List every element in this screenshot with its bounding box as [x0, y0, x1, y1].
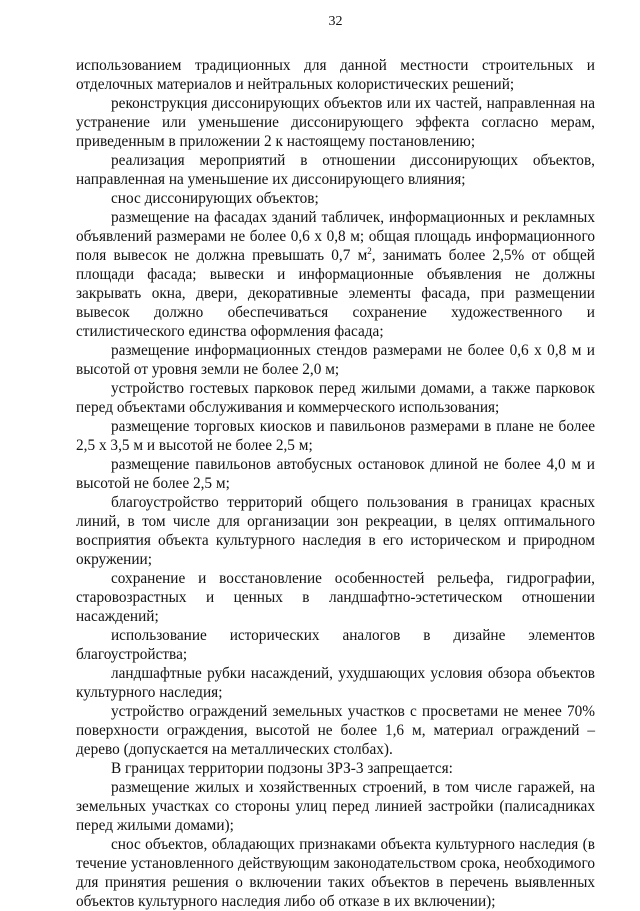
paragraph-materials: использованием традиционных для данной местности строительных и отделочных материалов и нейтральных колористических решений;	[76, 57, 595, 93]
page-number: 32	[328, 14, 343, 29]
paragraph-reconstruction: реконструкция диссонирующих объектов или их частей, направленная на устранение или уменьшение диссонирующего эффекта согласно мерам, приведенным в приложении 2 к настоящему постановлению;	[76, 95, 595, 150]
document-page	[76, 14, 595, 911]
superscript-two: 2	[367, 245, 372, 256]
paragraph-info-stands: размещение информационных стендов размерами не более 0,6 х 0,8 м и высотой от уровня земли не более 2,0 м;	[76, 342, 595, 378]
paragraph-fences: устройство ограждений земельных участков с просветами не менее 70% поверхности ограждения, высотой не более 1,6 м, материал ограждений – дерево (допускается на металлических столбах).	[76, 703, 595, 758]
paragraph-bus-stops: размещение павильонов автобусных остановок длиной не более 4,0 м и высотой не более 2,5 м;	[76, 456, 595, 492]
paragraph-historic-analogs: использование исторических аналогов в дизайне элементов благоустройства;	[76, 627, 595, 663]
facade-signs-text-before: размещение на фасадах зданий табличек, информационных и рекламных объявлений размерами не более 0,6 х 0,8 м; общая площадь информационного поля вывесок не должна превышать 0,7 м	[76, 209, 595, 264]
paragraph-kiosks: размещение торговых киосков и павильонов размерами в плане не более 2,5 х 3,5 м и высотой не более 2,5 м;	[76, 418, 595, 454]
paragraph-residential-buildings: размещение жилых и хозяйственных строений, в том числе гаражей, на земельных участках со стороны улиц перед линией застройки (палисадниках перед жилыми домами);	[76, 779, 595, 834]
paragraph-zone-heading: В границах территории подзоны ЗРЗ-3 запрещается:	[111, 760, 453, 777]
paragraph-landscaping: благоустройство территорий общего пользования в границах красных линий, в том числе для организации зон рекреации, в целях оптимального восприятия объекта культурного наследия в его историческом и природном окружении;	[76, 494, 595, 568]
paragraph-demolition: снос диссонирующих объектов;	[111, 190, 319, 207]
paragraph-relief: сохранение и восстановление особенностей рельефа, гидрографии, старовозрастных и ценных в ландшафтно-эстетическом отношении насаждений;	[76, 570, 595, 625]
paragraph-tree-cutting: ландшафтные рубки насаждений, ухудшающих условия обзора объектов культурного наследия;	[76, 665, 595, 701]
paragraph-heritage-demolition: снос объектов, обладающих признаками объекта культурного наследия (в течение установленного действующим законодательством срока, необходимого для принятия решения о включении таких объектов в перечень выявленных объектов культурного наследия либо об отказе в их включении);	[76, 836, 595, 910]
paragraph-facade-signs	[76, 208, 595, 341]
paragraph-measures: реализация мероприятий в отношении диссонирующих объектов, направленная на уменьшение их диссонирующего влияния;	[76, 152, 595, 188]
paragraph-guest-parking: устройство гостевых парковок перед жилыми домами, а также парковок перед объектами обслуживания и коммерческого использования;	[76, 380, 595, 416]
facade-signs-text-after: , занимать более 2,5% от общей площади фасада; вывески и информационные объявления не должны закрывать окна, двери, декоративные элементы фасада, при размещении вывесок должно обеспечиваться сохранение художественного и стилистического единства оформления фасада;	[76, 247, 595, 340]
